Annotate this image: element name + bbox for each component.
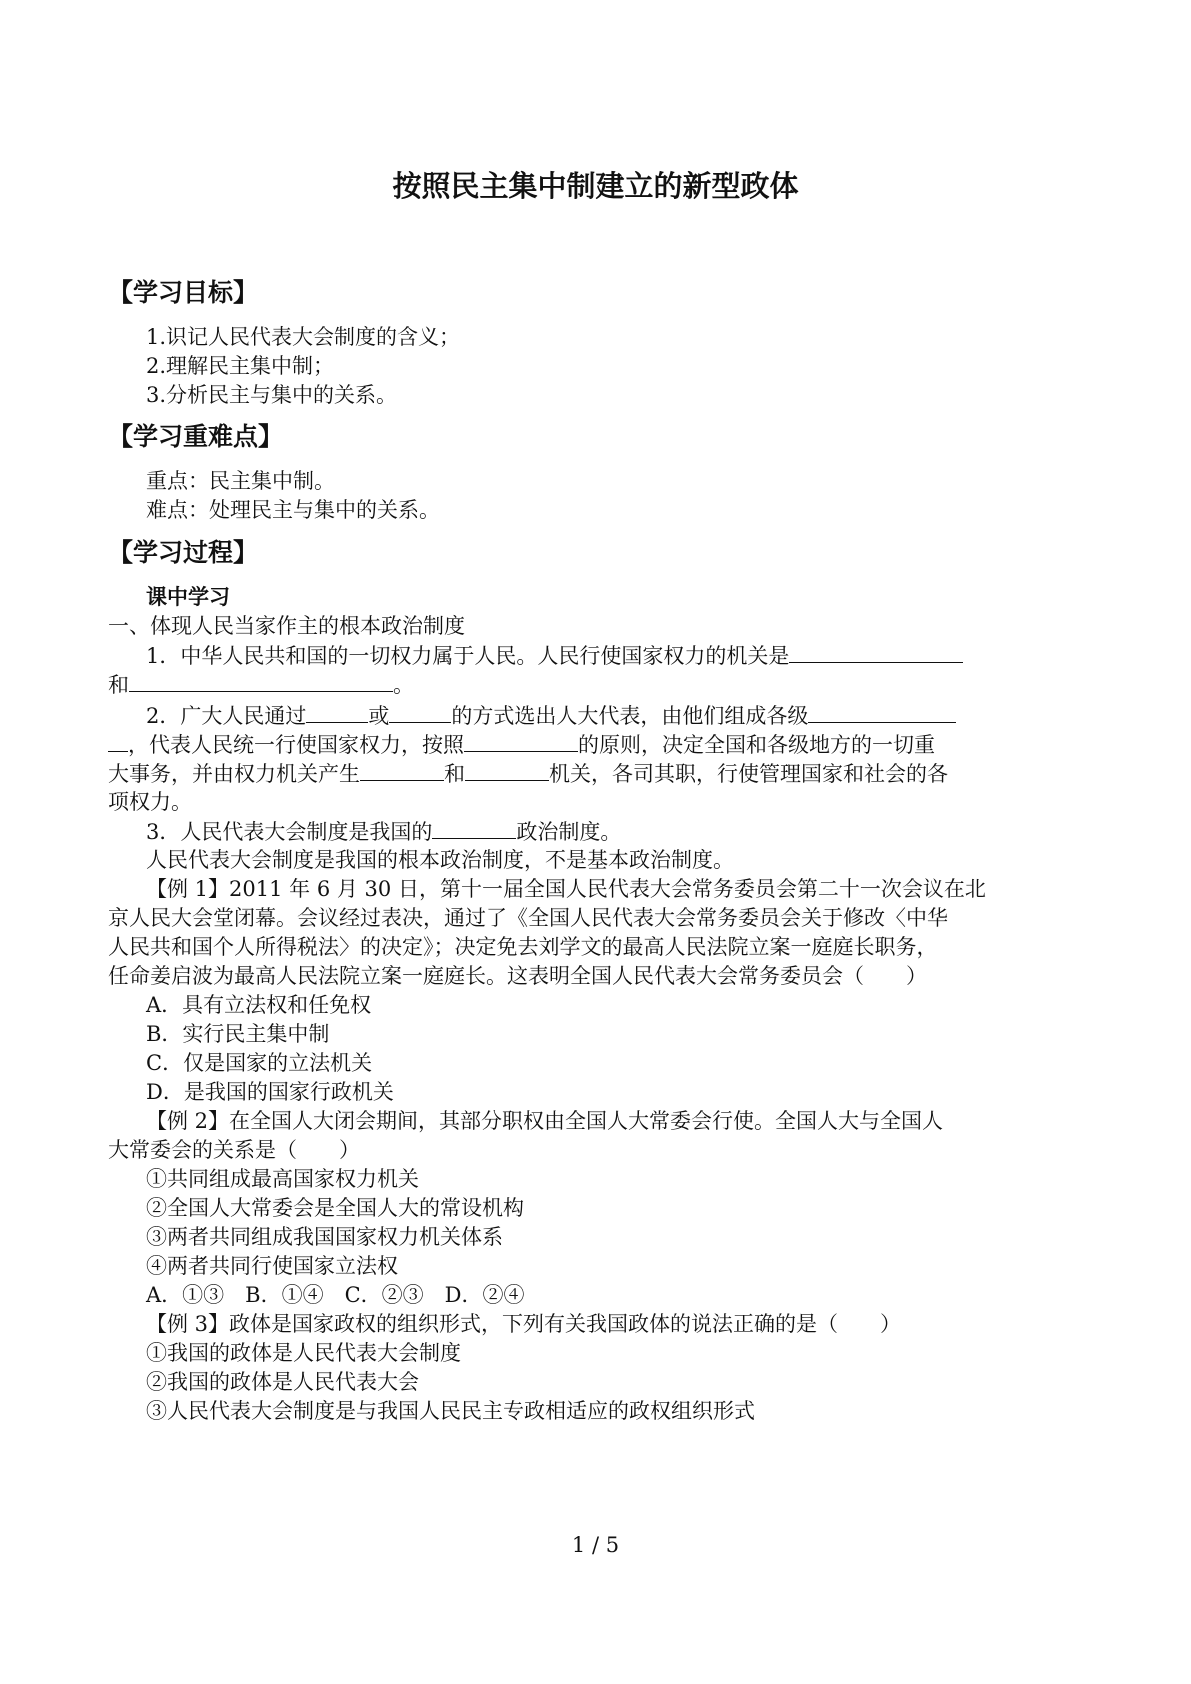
- example-1-option: C．仅是国家的立法机关: [146, 1051, 373, 1075]
- q2-text: 2．广大人民通过: [146, 704, 307, 728]
- subsection-title: 课中学习: [146, 585, 230, 609]
- example-2-stem: 大常委会的关系是（ ）: [108, 1138, 360, 1162]
- example-1-stem: 任命姜启波为最高人民法院立案一庭庭长。这表明全国人民代表大会常务委员会（ ）: [108, 964, 927, 988]
- q2-text: 的原则，决定全国和各级地方的一切重: [578, 733, 935, 757]
- answer-blank[interactable]: [464, 729, 578, 752]
- q2-text: 大事务，并由权力机关产生: [108, 762, 360, 786]
- q2-text: 机关，各司其职，行使管理国家和社会的各: [549, 762, 948, 786]
- example-1-option: A．具有立法权和任免权: [146, 993, 372, 1017]
- q1-text: 。: [393, 673, 414, 697]
- answer-blank[interactable]: [129, 669, 393, 692]
- answer-blank[interactable]: [306, 700, 368, 723]
- question-1: [146, 640, 963, 672]
- goal-item: 1.识记人民代表大会制度的含义；: [146, 325, 461, 349]
- example-3-item: ③人民代表大会制度是与我国人民民主专政相适应的政权组织形式: [146, 1399, 755, 1423]
- answer-blank[interactable]: [432, 816, 516, 839]
- example-1-stem: 人民共和国个人所得税法〉的决定》；决定免去刘学文的最高人民法院立案一庭庭长职务，: [108, 935, 938, 959]
- goal-item: 2.理解民主集中制；: [146, 354, 335, 378]
- q1-text: 和: [108, 673, 129, 697]
- q3-text: 政治制度。: [516, 820, 622, 844]
- part-title: 一、体现人民当家作主的根本政治制度: [108, 614, 465, 638]
- question-2-cont: [108, 729, 935, 761]
- goal-item: 3.分析民主与集中的关系。: [146, 383, 398, 407]
- example-3-item: ②我国的政体是人民代表大会: [146, 1370, 419, 1394]
- q2-text: 的方式选出人大代表，由他们组成各级: [451, 704, 809, 728]
- q3-text: 3．人民代表大会制度是我国的: [146, 820, 433, 844]
- question-2: [146, 700, 956, 732]
- note: 人民代表大会制度是我国的根本政治制度，不是基本政治制度。: [146, 848, 734, 872]
- example-2-item: ②全国人大常委会是全国人大的常设机构: [146, 1196, 524, 1220]
- example-1-option: D．是我国的国家行政机关: [146, 1080, 394, 1104]
- example-1-stem: 京人民大会堂闭幕。会议经过表决，通过了《全国人民代表大会常务委员会关于修改〈中华: [108, 906, 948, 930]
- q2-text: 或: [368, 704, 390, 728]
- example-2-options: A．①③ B．①④ C．②③ D．②④: [146, 1283, 525, 1307]
- question-2-cont: [108, 758, 948, 790]
- example-2-item: ③两者共同组成我国国家权力机关体系: [146, 1225, 503, 1249]
- answer-blank[interactable]: [465, 758, 549, 781]
- section-heading-key-points: 【学习重难点】: [108, 422, 284, 451]
- example-3-item: ①我国的政体是人民代表大会制度: [146, 1341, 461, 1365]
- example-2-item: ①共同组成最高国家权力机关: [146, 1167, 419, 1191]
- example-1-stem: 【例 1】2011 年 6 月 30 日，第十一届全国人民代表大会常务委员会第二十一次会议在北: [146, 877, 986, 901]
- example-2-item: ④两者共同行使国家立法权: [146, 1254, 398, 1278]
- answer-blank[interactable]: [360, 758, 444, 781]
- answer-blank[interactable]: [808, 700, 956, 723]
- q2-text: ，代表人民统一行使国家权力，按照: [128, 733, 464, 757]
- question-2-cont: 项权力。: [108, 790, 192, 814]
- focus-point: 重点：民主集中制。: [146, 469, 335, 493]
- question-1-cont: [108, 669, 414, 701]
- answer-blank[interactable]: [108, 729, 128, 752]
- q2-text: 和: [444, 762, 465, 786]
- example-3-stem: 【例 3】政体是国家政权的组织形式，下列有关我国政体的说法正确的是（ ）: [146, 1312, 902, 1336]
- section-heading-goals: 【学习目标】: [108, 278, 259, 307]
- section-heading-process: 【学习过程】: [108, 538, 259, 567]
- page-number: 1 / 5: [571, 1533, 620, 1557]
- question-3: [146, 816, 621, 848]
- difficulty-point: 难点：处理民主与集中的关系。: [146, 498, 440, 522]
- example-1-option: B．实行民主集中制: [146, 1022, 330, 1046]
- example-2-stem: 【例 2】在全国人大闭会期间，其部分职权由全国人大常委会行使。全国人大与全国人: [146, 1109, 944, 1133]
- answer-blank[interactable]: [789, 640, 963, 663]
- answer-blank[interactable]: [389, 700, 451, 723]
- page-title: 按照民主集中制建立的新型政体: [392, 169, 799, 203]
- q1-text: 1．中华人民共和国的一切权力属于人民。人民行使国家权力的机关是: [146, 644, 790, 668]
